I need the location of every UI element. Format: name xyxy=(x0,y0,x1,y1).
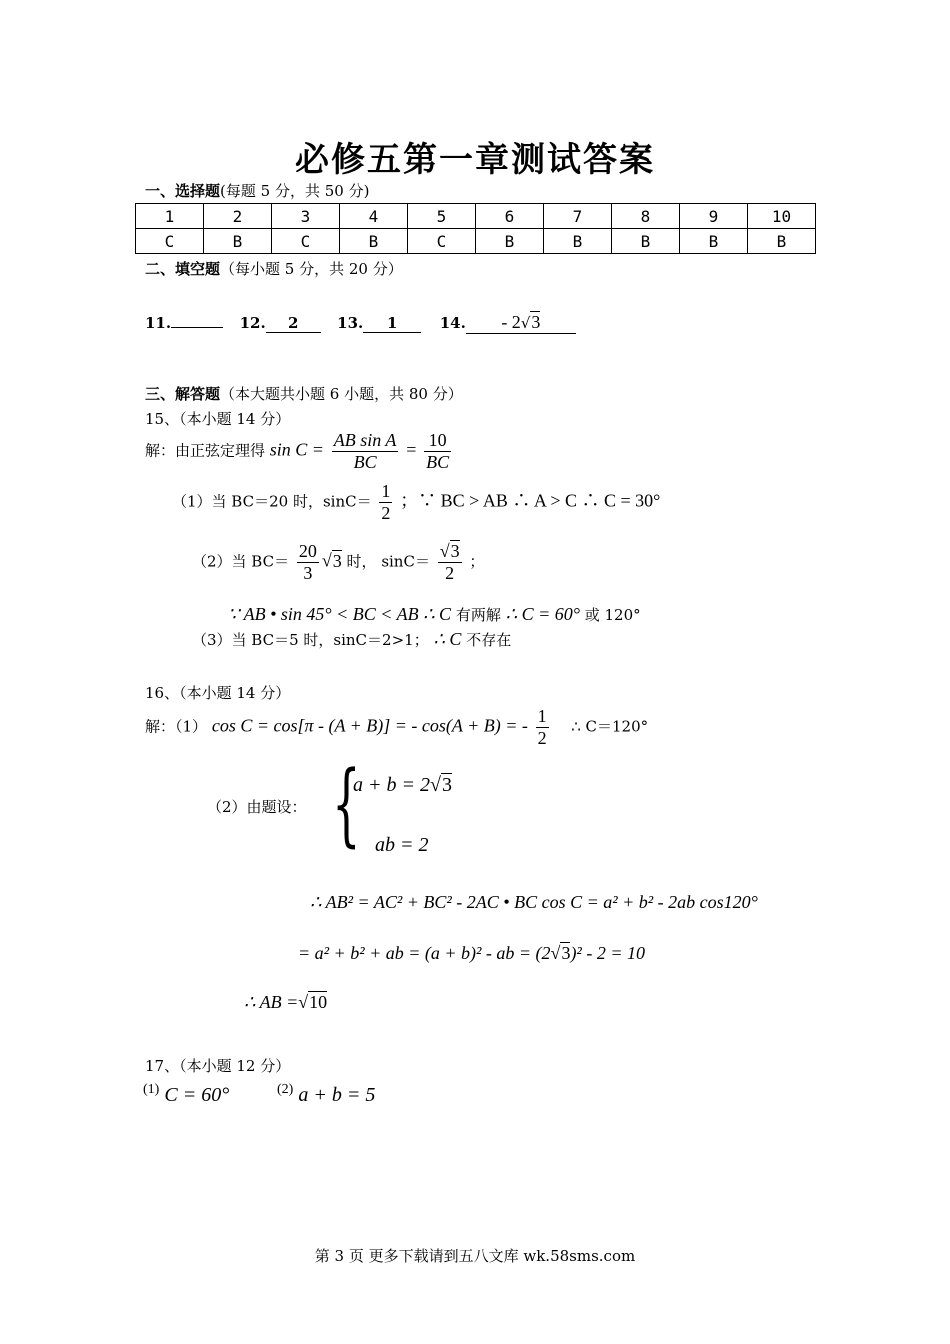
fill-label-11: 11. xyxy=(145,314,172,332)
choice-answer-table xyxy=(135,203,816,254)
q15-part1-fraction xyxy=(379,481,392,524)
q15-part2-radicand: 3 xyxy=(332,550,342,571)
q16-final-line xyxy=(244,992,327,1013)
fraction-numerator-radicand: 3 xyxy=(450,541,460,561)
q15-solution-line xyxy=(145,430,454,473)
q16-expand-result: )² - 2 = 10 xyxy=(570,943,645,963)
sqrt-symbol: √ xyxy=(298,992,309,1012)
q15-eq-mid: = xyxy=(406,439,417,460)
q15-part1-text: （1）当 BC＝20 时，sinC＝ xyxy=(172,492,372,511)
system-brace: { xyxy=(332,752,361,857)
table-cell: 3 xyxy=(272,204,340,229)
q15-part3-text: （3）当 BC＝5 时，sinC＝2>1； xyxy=(192,631,429,649)
q15-heading: 15、（本小题 14 分） xyxy=(145,410,291,428)
q16-part1-result: ∴ C＝120° xyxy=(571,717,649,736)
q15-part3 xyxy=(192,629,511,650)
q15-solution-prefix: 解：由正弦定理得 xyxy=(145,441,266,460)
q17-part2-math: a + b = 5 xyxy=(298,1084,376,1106)
fill-answer-14-radicand: 3 xyxy=(531,312,541,332)
fill-answer-14: - 2 xyxy=(501,312,521,332)
fraction-denominator: 2 xyxy=(445,563,455,583)
table-cell: C xyxy=(136,229,204,254)
q16-expand-line xyxy=(298,943,645,964)
fraction-denominator: BC xyxy=(426,452,450,472)
q15-part1 xyxy=(172,481,660,524)
section-choice-note: (每题 5 分，共 50 分) xyxy=(220,182,370,200)
section-choice-title: 一、选择题 xyxy=(145,182,221,200)
q17-part2-label: (2) xyxy=(277,1082,294,1097)
q15-fraction-1 xyxy=(332,430,399,473)
table-cell: 4 xyxy=(340,204,408,229)
page-footer: 第 3 页 更多下载请到五八文库 wk.58sms.com xyxy=(314,1247,636,1265)
q15-eq-lhs: sin C = xyxy=(269,439,324,460)
section-solution-heading xyxy=(145,383,463,404)
q15-part1-conclusion: ；∵ BC > AB ∴ A > C ∴ C = 30° xyxy=(400,490,661,511)
q16-expand-radicand: 3 xyxy=(561,943,571,963)
fill-label-14: 14. xyxy=(439,314,466,332)
table-cell: C xyxy=(408,229,476,254)
sqrt-symbol: √ xyxy=(550,943,561,963)
table-cell: 1 xyxy=(136,204,204,229)
fill-blank-12: 2 xyxy=(266,314,321,333)
sqrt-symbol: √ xyxy=(321,550,332,571)
q16-expand-text: = a² + b² + ab = (a + b)² - ab = (2 xyxy=(298,943,551,963)
q15-part2-result: ∴ C = 60° xyxy=(505,604,580,624)
sqrt-symbol: √ xyxy=(430,774,441,796)
q16-part1-prefix: 解：（1） xyxy=(145,717,208,736)
q15-part2-mid: 时， sinC＝ xyxy=(346,552,430,571)
table-cell: B xyxy=(748,229,816,254)
q15-part3-end: 不存在 xyxy=(466,631,512,649)
section-fill-title: 二、填空题 xyxy=(145,260,221,278)
q15-part2-end: ； xyxy=(469,552,485,571)
fraction-numerator: 10 xyxy=(424,430,451,452)
q15-part2-or: 或 120° xyxy=(584,606,641,624)
table-cell: 6 xyxy=(476,204,544,229)
q16-system-eq2: ab = 2 xyxy=(375,834,429,856)
table-cell: 5 xyxy=(408,204,476,229)
section-solution-title: 三、解答题 xyxy=(145,385,221,403)
section-choice-heading xyxy=(145,180,369,201)
page-title: 必修五第一章测试答案 xyxy=(295,140,655,180)
table-cell: C xyxy=(272,229,340,254)
fill-label-13: 13. xyxy=(337,314,364,332)
fraction-denominator: BC xyxy=(353,452,377,472)
section-fill-heading xyxy=(145,258,403,279)
q15-part2-two-solutions: 有两解 xyxy=(455,606,501,624)
q16-final-text: ∴ AB = xyxy=(244,992,299,1012)
q15-part2-fraction xyxy=(297,541,319,584)
table-cell: B xyxy=(680,229,748,254)
q16-system-eq1-text: a + b = 2 xyxy=(353,774,430,796)
fill-blank-11 xyxy=(171,327,223,328)
q17-part1-label: (1) xyxy=(143,1082,160,1097)
table-cell: 8 xyxy=(612,204,680,229)
q15-part3-math: ∴ C xyxy=(433,629,462,649)
fraction-denominator: 2 xyxy=(381,503,391,523)
fraction-numerator: √3 xyxy=(439,541,460,561)
q16-cosine-law-line: ∴ AB² = AC² + BC² - 2AC • BC cos C = a² + b² - 2ab cos120° xyxy=(310,892,758,912)
q16-system-eq1 xyxy=(353,774,452,797)
q15-part2 xyxy=(192,541,484,584)
fraction-denominator: 3 xyxy=(303,563,313,583)
fill-label-12: 12. xyxy=(239,314,266,332)
q16-system-eq1-radicand: 3 xyxy=(441,774,452,796)
table-row-numbers xyxy=(136,204,816,229)
q15-part2-sin-fraction xyxy=(438,541,462,584)
q16-heading: 16、（本小题 14 分） xyxy=(145,684,291,702)
fill-blank-14: - 2√3 xyxy=(466,312,576,334)
q15-fraction-2 xyxy=(424,430,451,473)
q16-part1-math: cos C = cos[π - (A + B)] = - cos(A + B) = - xyxy=(211,715,528,736)
q16-part1 xyxy=(145,706,648,749)
table-cell: B xyxy=(544,229,612,254)
table-cell: 9 xyxy=(680,204,748,229)
section-solution-note: （本大题共小题 6 小题，共 80 分） xyxy=(220,385,463,403)
q15-part2-text: （2）当 BC＝ xyxy=(192,552,290,571)
table-cell: 2 xyxy=(204,204,272,229)
table-cell: 10 xyxy=(748,204,816,229)
q17-part2 xyxy=(277,1082,375,1107)
fraction-denominator: 2 xyxy=(537,728,547,748)
q17-part1 xyxy=(143,1082,229,1107)
fraction-numerator: 20 xyxy=(298,541,317,561)
q15-part2-inequality: ∵ AB • sin 45° < BC < AB ∴ C xyxy=(228,604,452,624)
table-cell: B xyxy=(204,229,272,254)
section-fill-note: （每小题 5 分，共 20 分） xyxy=(220,260,403,278)
fill-answers-row xyxy=(145,312,576,334)
fill-blank-13: 1 xyxy=(363,314,421,333)
table-cell: 7 xyxy=(544,204,612,229)
q16-final-radicand: 10 xyxy=(309,992,328,1012)
q15-part2-line2 xyxy=(228,604,641,625)
table-cell: B xyxy=(612,229,680,254)
table-row-answers xyxy=(136,229,816,254)
fraction-numerator: 1 xyxy=(537,706,547,726)
q16-part2-prefix: （2）由题设： xyxy=(207,798,307,816)
table-cell: B xyxy=(476,229,544,254)
q16-part1-fraction xyxy=(536,706,549,749)
fraction-numerator: 1 xyxy=(381,481,391,501)
q17-part1-math: C = 60° xyxy=(164,1084,230,1106)
fraction-numerator: AB sin A xyxy=(333,430,397,450)
q17-heading: 17、（本小题 12 分） xyxy=(145,1057,291,1075)
table-cell: B xyxy=(340,229,408,254)
